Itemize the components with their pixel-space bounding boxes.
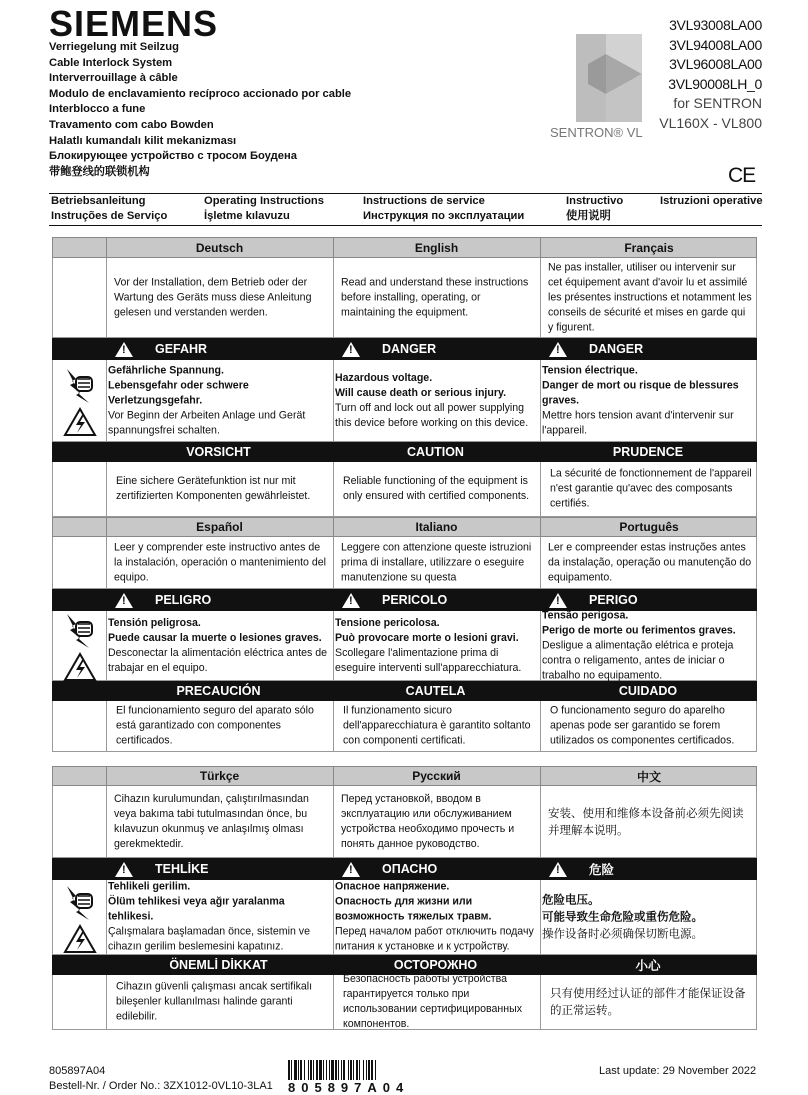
danger-action-text: Scollegare l'alimentazione prima di eseguire interventi sull'apparecchiatura. (335, 646, 522, 674)
warning-icon (549, 342, 567, 357)
model-list (659, 16, 762, 134)
column-divider (540, 975, 541, 1029)
product-titles (49, 40, 351, 180)
column-divider (106, 462, 107, 516)
language-header-row (52, 237, 757, 258)
danger-text-block (335, 371, 538, 431)
danger-action-text: Çalışmalara başlamadan önce, sistemin ve cihazın gerilim beslemesini kapatınız. (108, 925, 310, 953)
sentron-brand: SENTRON® VL (550, 125, 643, 140)
danger-body-row (52, 611, 757, 681)
column-divider (540, 518, 541, 536)
column-divider (106, 258, 107, 337)
column-divider (333, 611, 334, 680)
danger-word: ОПАСНО (382, 862, 438, 876)
language-name: Русский (412, 769, 461, 783)
danger-body-row (52, 360, 757, 442)
danger-text-block (108, 616, 331, 676)
column-divider (106, 518, 107, 536)
caution-text: Eine sichere Gerätefunktion ist nur mit zertifizierten Komponenten gewährleistet. (116, 475, 311, 502)
danger-word: PELIGRO (155, 593, 212, 607)
caution-label: CAUTION (407, 445, 464, 459)
column-divider (540, 537, 541, 588)
danger-label (115, 338, 332, 360)
warning-icon (549, 593, 567, 608)
danger-word: DANGER (382, 342, 437, 356)
barcode-icon (288, 1060, 418, 1080)
column-divider (540, 786, 541, 857)
danger-word: 危险 (589, 863, 615, 877)
caution-label: PRECAUCIÓN (176, 684, 261, 698)
title-zh: 带鲍登线的联锁机构 (49, 165, 150, 178)
caution-label: ОСТОРОЖНО (393, 958, 478, 972)
sentron-logo-icon (576, 34, 642, 122)
title-tr: Halatlı kumandalı kilit mekanizması (49, 134, 237, 147)
column-divider (106, 880, 107, 954)
danger-warning-text: Tehlikeli gerilim. Ölüm tehlikesi veya ağır yaralanma tehlikesi. (108, 880, 285, 923)
column-divider (540, 767, 541, 785)
column-divider (333, 238, 334, 257)
barcode-number: 805897A04 (288, 1080, 410, 1095)
instr-fr: Instructions de service (363, 195, 485, 207)
danger-text-block (108, 363, 331, 438)
instr-de: Betriebsanleitung (51, 195, 146, 207)
caution-text: 只有使用经过认证的部件才能保证设备的正常运转。 (550, 986, 746, 1017)
warning-icon (115, 593, 133, 608)
language-name: Français (624, 240, 674, 255)
danger-label (549, 338, 757, 360)
caution-text: Cihazın güvenli çalışması ancak sertifikalı bileşenler kullanılması halinde garanti edilebilir. (116, 980, 313, 1023)
title-it: Interblocco a fune (49, 103, 146, 116)
caution-bar (52, 681, 757, 701)
siemens-logo: SIEMENS (49, 3, 219, 44)
caution-text: El funcionamiento seguro del aparato sólo está garantizado con componentes certificados. (116, 704, 314, 747)
column-divider (333, 360, 334, 441)
danger-action-text: Desconectar la alimentación eléctrica antes de trabajar en el equipo. (108, 646, 328, 674)
caution-body-row (52, 701, 757, 752)
warning-icon (342, 342, 360, 357)
language-name: Español (196, 520, 243, 534)
caution-text: Reliable functioning of the equipment is only ensured with certified components. (343, 475, 530, 502)
column-divider (540, 462, 541, 516)
instr-it: Istruzioni operative (660, 195, 763, 207)
title-es: Modulo de enclavamiento recíproco accionado por cable (49, 87, 352, 100)
column-divider (333, 880, 334, 954)
caution-text: La sécurité de fonctionnement de l'appareil n'est garantie qu'avec des composants certifiés. (550, 467, 752, 510)
danger-text-block (335, 616, 538, 676)
column-divider (540, 880, 541, 954)
instr-tr: İşletme kılavuzu (204, 210, 290, 222)
instr-ru: Инструкция по эксплуатации (363, 210, 525, 222)
intro-text: 安装、使用和维修本设备前必须先阅读并理解本说明。 (548, 805, 744, 837)
danger-action-text: Desligue a alimentação elétrica e proteja contra o religamento, antes de iniciar o trabalho no equipamento. (542, 639, 734, 681)
column-divider (333, 767, 334, 785)
column-divider (106, 360, 107, 441)
danger-word: PERICOLO (382, 593, 448, 607)
language-header-row (52, 517, 757, 537)
order-number: Bestell-Nr. / Order No.: 3ZX1012-0VL10-3LA1 (49, 1080, 273, 1092)
warning-icon (115, 342, 133, 357)
model-1: 3VL93008LA00 (669, 17, 762, 33)
danger-action-text: Vor Beginn der Arbeiten Anlage und Gerät spannungsfrei schalten. (108, 409, 306, 436)
intro-text: Перед установкой, вводом в эксплуатацию или обслуживанием устройства необходимо прочесть и понять данное руководство. (341, 792, 515, 850)
column-divider (540, 611, 541, 680)
column-divider (333, 258, 334, 337)
column-divider (106, 611, 107, 680)
title-de: Verriegelung mit Seilzug (49, 41, 179, 53)
warning-icon (342, 862, 360, 877)
danger-warning-text: Hazardous voltage. Will cause death or serious injury. (335, 371, 507, 399)
danger-word: PERIGO (589, 593, 638, 607)
for-sentron: for SENTRON (673, 95, 762, 112)
column-divider (106, 238, 107, 257)
doc-number: 805897A04 (49, 1065, 106, 1077)
caution-text: Il funzionamento sicuro dell'apparecchiatura è garantito soltanto con componenti certificati. (343, 704, 531, 747)
language-name: Português (619, 520, 679, 534)
danger-label (342, 589, 539, 611)
column-divider (106, 701, 107, 751)
model-4: 3VL90008LH_0 (668, 75, 762, 92)
electric-hazard-icon (62, 610, 98, 682)
danger-label (342, 338, 539, 360)
caution-label: CUIDADO (618, 684, 678, 698)
caution-text: Безопасность работы устройства гарантируется только при использовании сертифицированных компонентов. (343, 973, 523, 1030)
language-name: Italiano (415, 520, 458, 534)
danger-warning-text: Tensão perigosa. Perigo de morte ou ferimentos graves. (542, 609, 736, 636)
caution-body-row (52, 975, 757, 1030)
danger-warning-text: Gefährliche Spannung. Lebensgefahr oder schwere Verletzungsgefahr. (108, 364, 249, 406)
caution-label: 小心 (635, 959, 661, 973)
column-divider (333, 786, 334, 857)
danger-label (342, 858, 539, 880)
ce-mark-icon: CE (728, 164, 756, 187)
danger-text-block (335, 880, 538, 955)
column-divider (106, 767, 107, 785)
danger-text-block (542, 363, 756, 438)
column-divider (333, 518, 334, 536)
column-divider (333, 462, 334, 516)
instr-pt: Instruções de Serviço (51, 210, 168, 222)
title-fr: Interverrouillage à câble (49, 72, 178, 85)
danger-word: DANGER (589, 342, 644, 356)
intro-row (52, 258, 757, 338)
column-divider (333, 975, 334, 1029)
danger-warning-text: 危险电压。 可能导致生命危险或重伤危险。 (542, 892, 703, 924)
danger-action-text: Turn off and lock out all power supplying this device before working on this device. (335, 401, 529, 429)
column-divider (333, 701, 334, 751)
caution-text: O funcionamento seguro do aparelho apenas pode ser garantido se forem utilizados os componentes certificados. (550, 704, 735, 747)
danger-action-text: Mettre hors tension avant d'intervenir sur l'appareil. (542, 409, 734, 436)
last-update: Last update: 29 November 2022 (599, 1065, 757, 1077)
caution-label: VORSICHT (186, 445, 251, 459)
intro-text: Ne pas installer, utiliser ou intervenir sur cet équipement avant d'avoir lu et assimilé les présentes instructions et notamment les conseils de sécurité et mises en garde qui y figurent. (548, 261, 752, 333)
warning-icon (549, 862, 567, 877)
instr-en: Operating Instructions (204, 195, 324, 207)
electric-hazard-icon (62, 882, 98, 954)
danger-bar (52, 338, 757, 360)
intro-row (52, 786, 757, 858)
danger-label (115, 858, 332, 880)
danger-warning-text: Tensione pericolosa. Può provocare morte o lesioni gravi. (335, 616, 519, 644)
caution-label: CAUTELA (405, 684, 466, 698)
warning-icon (342, 593, 360, 608)
column-divider (540, 238, 541, 257)
title-en: Cable Interlock System (49, 56, 173, 69)
danger-action-text: 操作设备时必须确保切断电源。 (542, 926, 703, 941)
language-header-row (52, 766, 757, 786)
model-3: 3VL96008LA00 (669, 56, 762, 73)
intro-row (52, 537, 757, 589)
column-divider (106, 975, 107, 1029)
intro-text: Leer y comprender este instructivo antes de la instalación, operación o mantenimiento del equipo. (114, 541, 327, 583)
title-pt: Travamento com cabo Bowden (49, 118, 214, 131)
danger-text-block (108, 880, 331, 955)
intro-text: Vor der Installation, dem Betrieb oder der Wartung des Geräts muss diese Anleitung gelesen und verstanden werden. (114, 276, 312, 318)
caution-label: ÖNEMLİ DİKKAT (169, 958, 268, 972)
intro-text: Leggere con attenzione queste istruzioni prima di installare, utilizzare o eseguire manutenzione su questa (341, 541, 532, 583)
danger-bar (52, 858, 757, 880)
danger-text-block (542, 892, 756, 943)
danger-word: TEHLİKE (155, 862, 209, 876)
column-divider (540, 258, 541, 337)
danger-warning-text: Tensión peligrosa. Puede causar la muerte o lesiones graves. (108, 616, 322, 644)
divider-bottom (49, 225, 762, 226)
intro-text: Ler e compreender estas instruções antes da instalação, operação ou manutenção do equipamento. (548, 541, 752, 583)
model-range: VL160X - VL800 (659, 114, 762, 131)
instr-es: Instructivo (566, 195, 624, 207)
danger-warning-text: Опасное напряжение. Опасность для жизни или возможность тяжелых травм. (335, 880, 492, 923)
column-divider (106, 537, 107, 588)
language-name: English (414, 240, 459, 255)
warning-icon (115, 862, 133, 877)
caution-label: PRUDENCE (612, 445, 684, 459)
electric-hazard-icon (62, 365, 98, 437)
column-divider (333, 537, 334, 588)
danger-text-block (542, 608, 756, 683)
language-name: Türkçe (199, 769, 240, 783)
column-divider (540, 701, 541, 751)
intro-text: Cihazın kurulumundan, çalıştırılmasından veya bakıma tabi tutulmasından önce, bu kılavuzun okunmuş ve anlaşılmış olması gerekmektedir. (114, 792, 309, 850)
language-name: Deutsch (195, 240, 244, 255)
caution-bar (52, 442, 757, 462)
title-ru: Блокирующее устройство с тросом Боудена (49, 150, 297, 163)
danger-label (549, 858, 757, 880)
language-name: 中文 (636, 769, 661, 784)
danger-word: GEFAHR (155, 342, 208, 356)
model-2: 3VL94008LA00 (669, 36, 762, 53)
danger-body-row (52, 880, 757, 955)
column-divider (540, 360, 541, 441)
intro-text: Read and understand these instructions before installing, operating, or maintaining the equipment. (341, 276, 529, 318)
caution-body-row (52, 462, 757, 517)
danger-action-text: Перед началом работ отключить подачу питания к установке и к устройству. (335, 925, 534, 953)
danger-warning-text: Tension électrique. Danger de mort ou risque de blessures graves. (542, 364, 739, 406)
column-divider (106, 786, 107, 857)
instr-zh: 使用说明 (566, 210, 611, 222)
danger-label (115, 589, 332, 611)
